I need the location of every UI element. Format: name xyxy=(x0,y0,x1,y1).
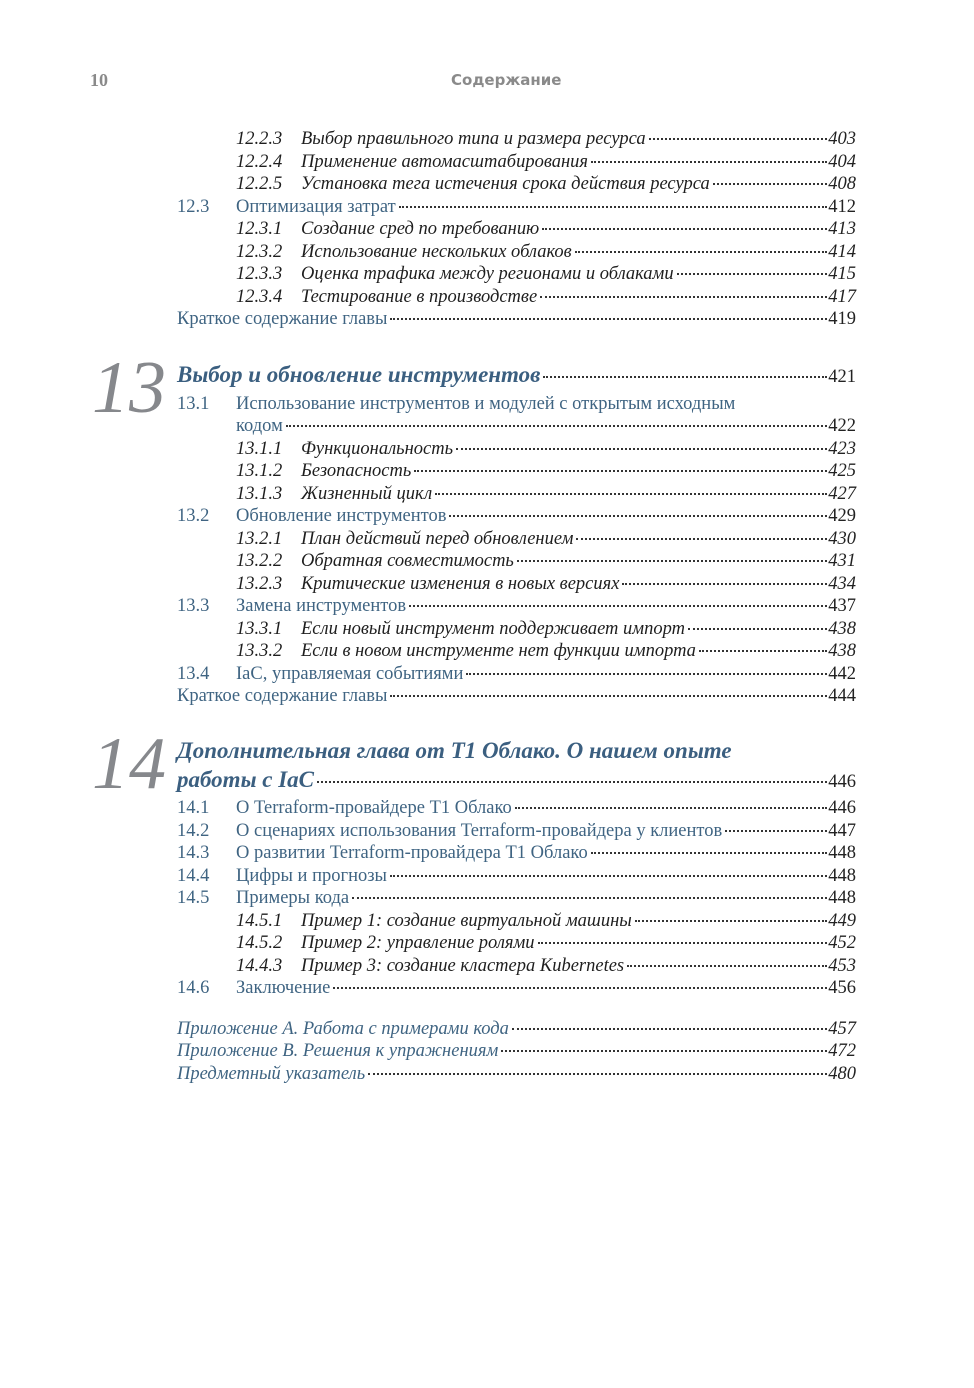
entry-page: 431 xyxy=(828,551,856,571)
dot-leader xyxy=(591,161,827,163)
entry-number: 13.1.1 xyxy=(236,439,283,459)
entry-title: Краткое содержание главы xyxy=(177,309,388,329)
dot-leader xyxy=(390,318,827,320)
entry-page: 446 xyxy=(828,772,856,792)
entry-number: 13.2.2 xyxy=(236,551,283,571)
dot-leader xyxy=(456,448,827,450)
entry-page: 413 xyxy=(828,219,856,239)
toc-entry[interactable] xyxy=(236,460,856,482)
entry-page: 449 xyxy=(828,911,856,931)
toc-entry[interactable] xyxy=(177,505,856,527)
entry-title: Предметный указатель xyxy=(177,1064,366,1084)
entry-title: О сценариях использования Terraform-провайдера у клиентов xyxy=(236,821,723,841)
dot-leader xyxy=(517,560,827,562)
toc-entry[interactable] xyxy=(177,196,856,218)
toc-entry[interactable] xyxy=(177,737,856,765)
entry-number: 13.3 xyxy=(177,596,210,616)
toc-entry[interactable] xyxy=(236,483,856,505)
entry-number: 12.3.2 xyxy=(236,242,283,262)
entry-title: Тестирование в производстве xyxy=(301,287,538,307)
entry-page: 430 xyxy=(828,529,856,549)
entry-page: 423 xyxy=(828,439,856,459)
entry-page: 447 xyxy=(828,821,856,841)
entry-number: 14.4 xyxy=(177,866,210,886)
entry-number: 12.3.4 xyxy=(236,287,283,307)
entry-title: Критические изменения в новых версиях xyxy=(301,574,620,594)
dot-leader xyxy=(622,583,827,585)
entry-title: Если новый инструмент поддерживает импорт xyxy=(301,619,685,639)
entry-number: 14.1 xyxy=(177,798,210,818)
toc-entry[interactable] xyxy=(177,393,856,415)
entry-number: 13.1.3 xyxy=(236,484,283,504)
dot-leader xyxy=(414,470,827,472)
toc-entry[interactable] xyxy=(236,151,856,173)
entry-page: 403 xyxy=(828,129,856,149)
dot-leader xyxy=(449,515,827,517)
entry-page: 457 xyxy=(828,1019,856,1039)
toc-entry[interactable] xyxy=(177,820,856,842)
dot-leader xyxy=(699,650,827,652)
toc-entry[interactable] xyxy=(236,550,856,572)
entry-title: Цифры и прогнозы xyxy=(236,866,387,886)
toc-entry[interactable] xyxy=(236,932,856,954)
entry-title: О Terraform-провайдере Т1 Облако xyxy=(236,798,512,818)
dot-leader xyxy=(725,830,827,832)
dot-leader xyxy=(538,942,828,944)
entry-page: 434 xyxy=(828,574,856,594)
dot-leader xyxy=(352,897,827,899)
entry-number: 14.5.2 xyxy=(236,933,283,953)
entry-number: 13.1.2 xyxy=(236,461,283,481)
entry-title: Пример 3: создание кластера Kubernetes xyxy=(301,956,625,976)
dot-leader xyxy=(390,875,827,877)
toc-entry[interactable] xyxy=(177,797,856,819)
dot-leader xyxy=(677,273,828,275)
entry-number: 12.3.1 xyxy=(236,219,283,239)
dot-leader xyxy=(627,965,827,967)
entry-title: Заключение xyxy=(236,978,331,998)
entry-title: Дополнительная глава от Т1 Облако. О нашем опыте xyxy=(177,738,732,763)
entry-page: 480 xyxy=(828,1064,856,1084)
entry-page: 442 xyxy=(828,664,856,684)
entry-number: 14.4.3 xyxy=(236,956,283,976)
toc-entry[interactable] xyxy=(177,865,856,887)
toc-entry[interactable] xyxy=(177,685,856,707)
dot-leader xyxy=(435,493,827,495)
entry-title: Применение автомасштабирования xyxy=(301,152,589,172)
toc-entry[interactable] xyxy=(236,438,856,460)
toc-entry[interactable] xyxy=(177,887,856,909)
dot-leader xyxy=(466,673,827,675)
toc-entry-continuation[interactable] xyxy=(236,415,856,437)
entry-title: Выбор правильного типа и размера ресурса xyxy=(301,129,646,149)
entry-title: О развитии Terraform-провайдера Т1 Облако xyxy=(236,843,588,863)
toc-entry[interactable] xyxy=(236,573,856,595)
dot-leader xyxy=(542,228,827,230)
dot-leader xyxy=(333,987,827,989)
dot-leader xyxy=(540,296,827,298)
entry-number: 12.2.4 xyxy=(236,152,283,172)
entry-title: Безопасность xyxy=(301,461,412,481)
entry-page: 422 xyxy=(828,416,856,436)
entry-number: 14.5 xyxy=(177,888,210,908)
toc-entry[interactable] xyxy=(236,618,856,640)
entry-number: 12.3.3 xyxy=(236,264,283,284)
toc-entry[interactable] xyxy=(236,955,856,977)
entry-page: 408 xyxy=(828,174,856,194)
page-number: 10 xyxy=(90,70,108,90)
entry-title: Пример 2: управление ролями xyxy=(301,933,535,953)
dot-leader xyxy=(286,425,827,427)
chapter-number: 14 xyxy=(92,723,166,805)
entry-number: 13.2 xyxy=(177,506,210,526)
entry-title: Использование инструментов и модулей с открытым исходным xyxy=(236,394,736,414)
entry-page: 415 xyxy=(828,264,856,284)
dot-leader xyxy=(409,605,827,607)
toc-entry[interactable] xyxy=(236,218,856,240)
entry-number: 13.4 xyxy=(177,664,210,684)
toc-entry[interactable] xyxy=(236,128,856,150)
entry-page: 456 xyxy=(828,978,856,998)
toc-entry[interactable] xyxy=(236,528,856,550)
entry-page: 448 xyxy=(828,888,856,908)
dot-leader xyxy=(399,206,828,208)
toc-entry[interactable] xyxy=(177,663,856,685)
entry-page: 448 xyxy=(828,866,856,886)
toc-entry[interactable] xyxy=(177,977,856,999)
entry-title: Примеры кода xyxy=(236,888,350,908)
entry-page: 427 xyxy=(828,484,856,504)
entry-number: 13.3.1 xyxy=(236,619,283,639)
toc-entry[interactable] xyxy=(177,1063,856,1085)
toc-entry[interactable] xyxy=(177,842,856,864)
dot-leader xyxy=(575,251,828,253)
entry-title-continuation: работы с IaC xyxy=(177,767,315,792)
dot-leader xyxy=(317,781,827,783)
dot-leader xyxy=(501,1050,827,1052)
entry-page: 438 xyxy=(828,619,856,639)
entry-title: Оценка трафика между регионами и облаками xyxy=(301,264,674,284)
dot-leader xyxy=(688,628,827,630)
entry-title: План действий перед обновлением xyxy=(301,529,574,549)
toc-entry[interactable] xyxy=(236,286,856,308)
toc-entry[interactable] xyxy=(236,263,856,285)
toc-entry[interactable] xyxy=(236,910,856,932)
running-title: Содержание xyxy=(451,71,562,89)
toc-entry[interactable] xyxy=(236,241,856,263)
entry-page: 453 xyxy=(828,956,856,976)
entry-title: Приложение В. Решения к упражнениям xyxy=(177,1041,499,1061)
entry-number: 14.3 xyxy=(177,843,210,863)
entry-page: 417 xyxy=(828,287,856,307)
toc-entry[interactable] xyxy=(177,1018,856,1040)
entry-number: 12.2.3 xyxy=(236,129,283,149)
entry-page: 444 xyxy=(828,686,856,706)
entry-title: Оптимизация затрат xyxy=(236,197,396,217)
chapter-number: 13 xyxy=(92,347,166,429)
dot-leader xyxy=(591,852,828,854)
entry-page: 421 xyxy=(828,367,856,387)
entry-title: Замена инструментов xyxy=(236,596,407,616)
toc-entry[interactable] xyxy=(236,640,856,662)
entry-title: Пример 1: создание виртуальной машины xyxy=(301,911,632,931)
entry-page: 452 xyxy=(828,933,856,953)
entry-title: Если в новом инструменте нет функции импорта xyxy=(301,641,696,661)
dot-leader xyxy=(515,807,827,809)
dot-leader xyxy=(512,1028,827,1030)
entry-number: 12.3 xyxy=(177,197,210,217)
dot-leader xyxy=(390,695,827,697)
entry-page: 425 xyxy=(828,461,856,481)
dot-leader xyxy=(635,920,827,922)
entry-number: 12.2.5 xyxy=(236,174,283,194)
dot-leader xyxy=(713,183,828,185)
entry-number: 14.5.1 xyxy=(236,911,283,931)
toc-entry[interactable] xyxy=(177,595,856,617)
toc-entry[interactable] xyxy=(177,308,856,330)
entry-page: 437 xyxy=(828,596,856,616)
entry-title: Жизненный цикл xyxy=(301,484,433,504)
entry-title: IaC, управляемая событиями xyxy=(236,664,464,684)
dot-leader xyxy=(368,1073,827,1075)
entry-number: 14.6 xyxy=(177,978,210,998)
entry-page: 404 xyxy=(828,152,856,172)
entry-page: 448 xyxy=(828,843,856,863)
entry-title: Краткое содержание главы xyxy=(177,686,388,706)
toc-entry-continuation[interactable] xyxy=(177,766,856,794)
entry-title: Обратная совместимость xyxy=(301,551,514,571)
entry-page: 412 xyxy=(828,197,856,217)
toc-entry[interactable] xyxy=(177,1040,856,1062)
entry-page: 419 xyxy=(828,309,856,329)
dot-leader xyxy=(543,376,827,378)
entry-title: Установка тега истечения срока действия ресурса xyxy=(301,174,710,194)
entry-title-continuation: кодом xyxy=(236,416,283,436)
entry-title: Приложение А. Работа с примерами кода xyxy=(177,1019,509,1039)
entry-title: Обновление инструментов xyxy=(236,506,447,526)
dot-leader xyxy=(576,538,827,540)
entry-title: Функциональность xyxy=(301,439,454,459)
entry-page: 414 xyxy=(828,242,856,262)
entry-number: 13.3.2 xyxy=(236,641,283,661)
entry-number: 13.1 xyxy=(177,394,210,414)
entry-title: Создание сред по требованию xyxy=(301,219,540,239)
entry-page: 438 xyxy=(828,641,856,661)
entry-number: 13.2.3 xyxy=(236,574,283,594)
entry-page: 429 xyxy=(828,506,856,526)
entry-title: Использование нескольких облаков xyxy=(301,242,572,262)
dot-leader xyxy=(649,138,828,140)
entry-title: Выбор и обновление инструментов xyxy=(177,362,541,387)
entry-number: 14.2 xyxy=(177,821,210,841)
entry-number: 13.2.1 xyxy=(236,529,283,549)
entry-page: 472 xyxy=(828,1041,856,1061)
toc-entry[interactable] xyxy=(236,173,856,195)
toc-entry[interactable] xyxy=(177,361,856,389)
entry-page: 446 xyxy=(828,798,856,818)
